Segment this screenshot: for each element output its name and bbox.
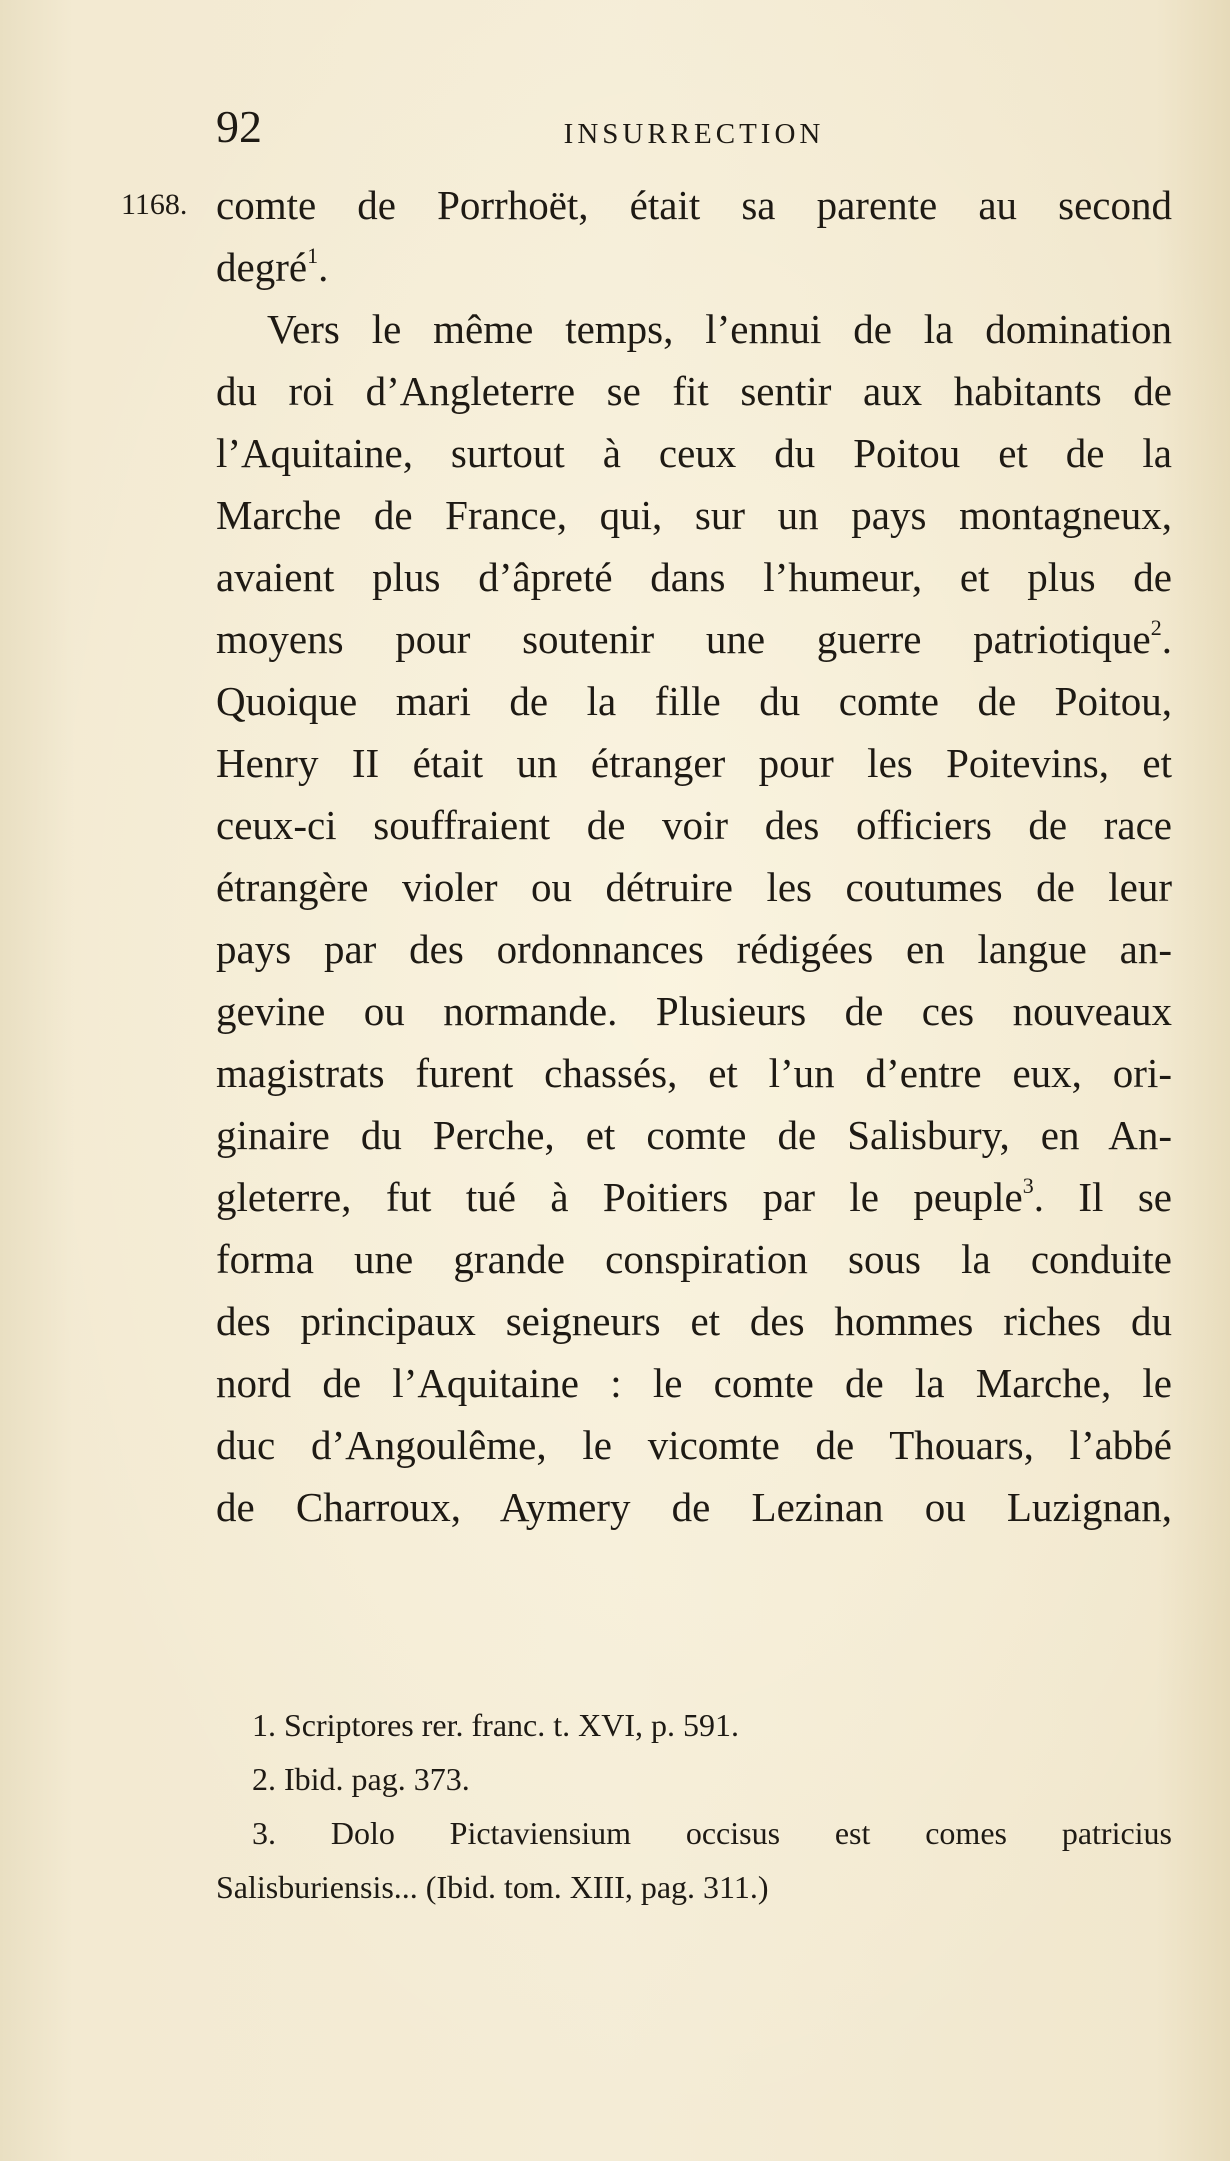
text-line: gleterre, fut tué à Poitiers par le peuple$^3$. Il se xyxy=(216,1173,1172,1220)
body-text xyxy=(216,174,1172,1538)
text-line: pays par des ordonnances rédigées en langue an- xyxy=(216,926,1172,972)
text-line: du roi d’Angleterre se fit sentir aux habitants de xyxy=(216,368,1172,414)
text-line: des principaux seigneurs et des hommes riches du xyxy=(216,1298,1172,1344)
text-line: nord de l’Aquitaine : le comte de la Marche, le xyxy=(216,1360,1172,1406)
text-line: avaient plus d’âpreté dans l’humeur, et plus de xyxy=(216,554,1172,600)
text-line: degré$^1$. xyxy=(216,243,329,290)
margin-year-note: 1168. xyxy=(121,188,188,221)
footnote: 3. Dolo Pictaviensium occisus est comes patricius xyxy=(252,1815,1172,1851)
footnote-ref: 1 xyxy=(307,243,319,268)
running-head: INSURRECTION xyxy=(563,118,825,150)
text-line: forma une grande conspiration sous la conduite xyxy=(216,1236,1172,1282)
text-line: gevine ou normande. Plusieurs de ces nouveaux xyxy=(216,988,1172,1034)
text-line: Vers le même temps, l’ennui de la domination xyxy=(267,306,1172,352)
footnote-ref: 3 xyxy=(1022,1173,1034,1198)
text-line: Henry II était un étranger pour les Poitevins, et xyxy=(216,740,1172,786)
text-line: ginaire du Perche, et comte de Salisbury, en An- xyxy=(216,1112,1172,1158)
footnotes xyxy=(216,1698,1172,1914)
footnote-ref: 2 xyxy=(1150,615,1162,640)
footnote: 1. Scriptores rer. franc. t. XVI, p. 591. xyxy=(252,1707,739,1743)
text-line: comte de Porrhoët, était sa parente au second xyxy=(216,182,1172,228)
page-header xyxy=(216,100,1172,160)
footnote: 2. Ibid. pag. 373. xyxy=(252,1761,470,1797)
text-line: magistrats furent chassés, et l’un d’entre eux, ori- xyxy=(216,1050,1172,1096)
text-line: Quoique mari de la fille du comte de Poitou, xyxy=(216,678,1172,724)
text-line: duc d’Angoulême, le vicomte de Thouars, l’abbé xyxy=(216,1422,1172,1468)
text-line: ceux-ci souffraient de voir des officiers de race xyxy=(216,802,1172,848)
text-line: l’Aquitaine, surtout à ceux du Poitou et de la xyxy=(216,430,1172,476)
text-line: Marche de France, qui, sur un pays montagneux, xyxy=(216,492,1172,538)
text-line: moyens pour soutenir une guerre patriotique$^2$. xyxy=(216,615,1172,662)
text-line: de Charroux, Aymery de Lezinan ou Luzignan, xyxy=(216,1484,1172,1530)
footnote-continuation: Salisburiensis... (Ibid. tom. XIII, pag. 311.) xyxy=(216,1869,769,1905)
page-number: 92 xyxy=(216,101,262,152)
text-line: étrangère violer ou détruire les coutumes de leur xyxy=(216,864,1172,910)
